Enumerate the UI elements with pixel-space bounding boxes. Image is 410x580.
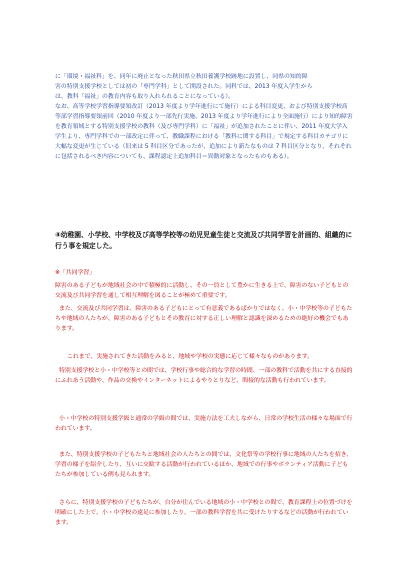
paragraph-5: 小・中学校の特別支援学級と通常の学級の間では、実施方法を工夫しながら、日常の学校生活の様々な場面で行われています。 bbox=[55, 416, 353, 432]
paragraph-4: 特別支援学校と小・中学校等との間では、学校行事や総合的な学習の時間、一部の教科で活動を共にする直接的にふれあう活動や、作品の交換やインターネットによるやりとりなど、間接的な活動も行われています。 bbox=[55, 368, 353, 384]
intro-line-2: 害の特別支援学校としては初の「専門学科」として開設された。同科では、2013 年度入学生から bbox=[55, 84, 313, 90]
paragraph-1: 障害のある子どもが地域社会の中で積極的に活動し、その一員として豊かに生きる上で、障害のない子どもとの交流及び共同学習を通して相互理解を図ることが極めて重要です。 bbox=[55, 283, 349, 299]
paragraph-6: また、特別支援学校の子どもたちと地域社会の人たちとの間では、文化祭等の学校行事に地域の人たちを招き、学習の様子を紹介したり、互いに交歓する活動が行われているほか、地域での行事やボランティア活動に子どもたちが参加している例も見られます。 bbox=[55, 452, 353, 478]
paragraph-2: また、交流及び共同学習は、障害のある子どもにとって有意義であるばかりではなく、小・中学校等の子どもたちや地域の人たちが、障害のある子どもとその教育に対する正しい理解と認識を深めるための絶好の機会でもあります。 bbox=[55, 306, 353, 332]
intro-line-3: は、教科「福祉」の教育内容も取り入れられることになっている）。 bbox=[55, 94, 235, 100]
intro-note: なお、高等学校学習指導要領改訂（2013 年度より学年進行にて施行）による科目変更、および特別支援学校高等部学習指導要領前回（2010 年度より一部先行実施、2013 年度より学年進行により全面施行）により知的障害を教育領域とする特別支援学校の教科（及び専門学科）に「福祉」が追加されたことに伴い、2011 年度大学入学生より、専門学科での一部改定に伴って、教職課程における「教科に関する科目」で規定する科目カテゴリに大幅な変更が生じている（旧来は 5 科目区分であったが、追加により新たなものは 7 科目区分となり、それぞれに包括されるべき内容についても、課程認定上追加科目＝異動対象となったものもある）。 bbox=[55, 104, 353, 160]
section-label: ※「共同学習」 bbox=[55, 270, 96, 276]
paragraph-7: さらに、特別支援学校の子どもたちが、自分が住んでいる地域の小・中学校との間で、教育課程上の位置づけを明確にした上で、小・中学校の遠足に参加したり、一部の教科学習を共に受けたりするなどの活動が行われています。 bbox=[55, 500, 353, 526]
intro-line-1: に「環境・福祉科」を、同年に廃止となった秋田県立秋田養護学校跡地に設置し、同県の知的障 bbox=[55, 74, 308, 80]
paragraph-3: これまで、実施されてきた活動をみると、地域や学校の実態に応じて様々なものがあります。 bbox=[67, 354, 313, 360]
intro-text-block bbox=[55, 72, 353, 162]
section-heading: ④幼稚園、小学校、中学校及び高等学校等の幼児児童生徒と交流及び共同学習を計画的、組織的に行う事を規定した。 bbox=[55, 231, 353, 250]
